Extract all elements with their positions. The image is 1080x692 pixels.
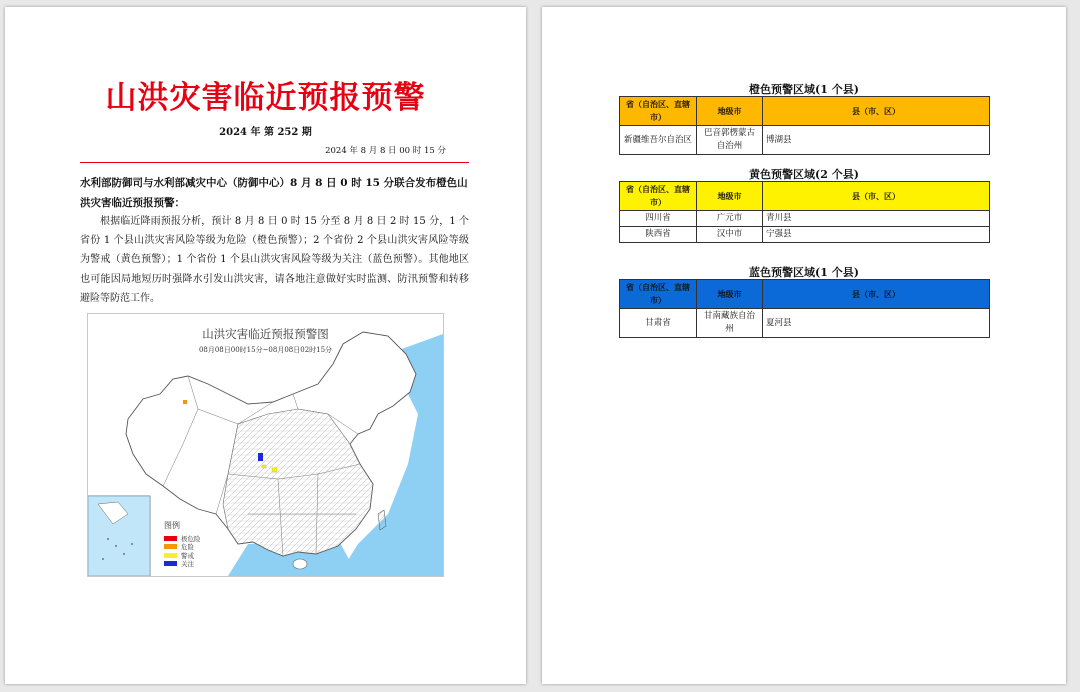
legend-item <box>164 560 236 569</box>
yellow-warning-marker-2 <box>262 465 266 468</box>
table-header-row <box>620 182 990 211</box>
legend-swatch <box>164 561 177 566</box>
header-city: 地级市 <box>697 280 763 309</box>
orange-warning-marker <box>183 400 187 404</box>
table-header-row <box>620 280 990 309</box>
map-legend <box>164 520 236 568</box>
legend-swatch <box>164 544 177 549</box>
yellow-section-title: 黄色预警区域(2 个县) <box>749 168 859 181</box>
document-title: 山洪灾害临近预报预警 <box>105 80 426 116</box>
issue-number: 2024 年 第 252 期 <box>219 127 312 138</box>
orange-section-title: 橙色预警区域(1 个县) <box>749 83 859 96</box>
cell-city: 甘南藏族自治州 <box>697 309 763 338</box>
yellow-warning-marker-1 <box>272 468 277 472</box>
cell-city: 广元市 <box>697 211 763 227</box>
header-county: 县（市、区） <box>763 280 990 309</box>
header-province: 省（自治区、直辖市） <box>620 97 697 126</box>
lead-paragraph: 水利部防御司与水利部减灾中心（防御中心）8 月 8 日 0 时 15 分联合发布橙色山洪灾害临近预报预警： <box>80 177 468 209</box>
legend-swatch <box>164 536 177 541</box>
orange-warning-table <box>619 96 990 155</box>
legend-label: 警戒 <box>181 551 194 560</box>
hainan <box>293 559 307 569</box>
legend-item <box>164 534 236 543</box>
header-county: 县（市、区） <box>763 182 990 211</box>
legend-item <box>164 551 236 560</box>
table-row <box>620 211 990 227</box>
body-paragraph: 根据临近降雨预报分析，预计 8 月 8 日 0 时 15 分至 8 月 8 日 2 时 15 分，1 个省份 1 个县山洪灾害风险等级为危险（橙色预警）；2 个省份 2 个县山洪灾害风险等级为警戒（黄色预警）；1 个省份 1 个县山洪灾害风险等级为关注（蓝色预警）。其他地区也可能因局地短历时强降水引发山洪灾害，请各地注意做好实时监测、防汛预警和转移避险等防范工作。 <box>80 216 469 304</box>
cell-city: 汉中市 <box>697 227 763 243</box>
cell-province: 新疆维吾尔自治区 <box>620 126 697 155</box>
header-province: 省（自治区、直辖市） <box>620 182 697 211</box>
cell-county: 博湖县 <box>763 126 990 155</box>
header-city: 地级市 <box>697 97 763 126</box>
blue-warning-marker <box>258 453 263 461</box>
document-page-1 <box>5 7 526 684</box>
red-divider <box>80 162 469 163</box>
cell-county: 宁强县 <box>763 227 990 243</box>
document-page-2 <box>542 7 1066 684</box>
table-row <box>620 309 990 338</box>
blue-section-title: 蓝色预警区域(1 个县) <box>749 266 859 279</box>
legend-label: 危险 <box>181 543 194 552</box>
legend-label: 关注 <box>181 560 194 569</box>
yellow-warning-table <box>619 181 990 243</box>
header-city: 地级市 <box>697 182 763 211</box>
legend-title: 图例 <box>164 521 180 530</box>
cell-county: 夏河县 <box>763 309 990 338</box>
warning-map <box>87 313 444 577</box>
cell-province: 甘肃省 <box>620 309 697 338</box>
cell-county: 青川县 <box>763 211 990 227</box>
legend-swatch <box>164 553 177 558</box>
table-row <box>620 126 990 155</box>
header-county: 县（市、区） <box>763 97 990 126</box>
table-header-row <box>620 97 990 126</box>
cell-province: 四川省 <box>620 211 697 227</box>
table-row <box>620 227 990 243</box>
cell-city: 巴音郭楞蒙古自治州 <box>697 126 763 155</box>
blue-warning-table <box>619 279 990 338</box>
legend-label: 极危险 <box>181 534 201 543</box>
map-subtitle: 08月08日00时15分~08月08日02时15分 <box>198 346 333 354</box>
legend-item <box>164 543 236 552</box>
issue-date: 2024 年 8 月 8 日 00 时 15 分 <box>325 146 446 156</box>
cell-province: 陕西省 <box>620 227 697 243</box>
map-title: 山洪灾害临近预报预警图 <box>202 327 329 341</box>
header-province: 省（自治区、直辖市） <box>620 280 697 309</box>
